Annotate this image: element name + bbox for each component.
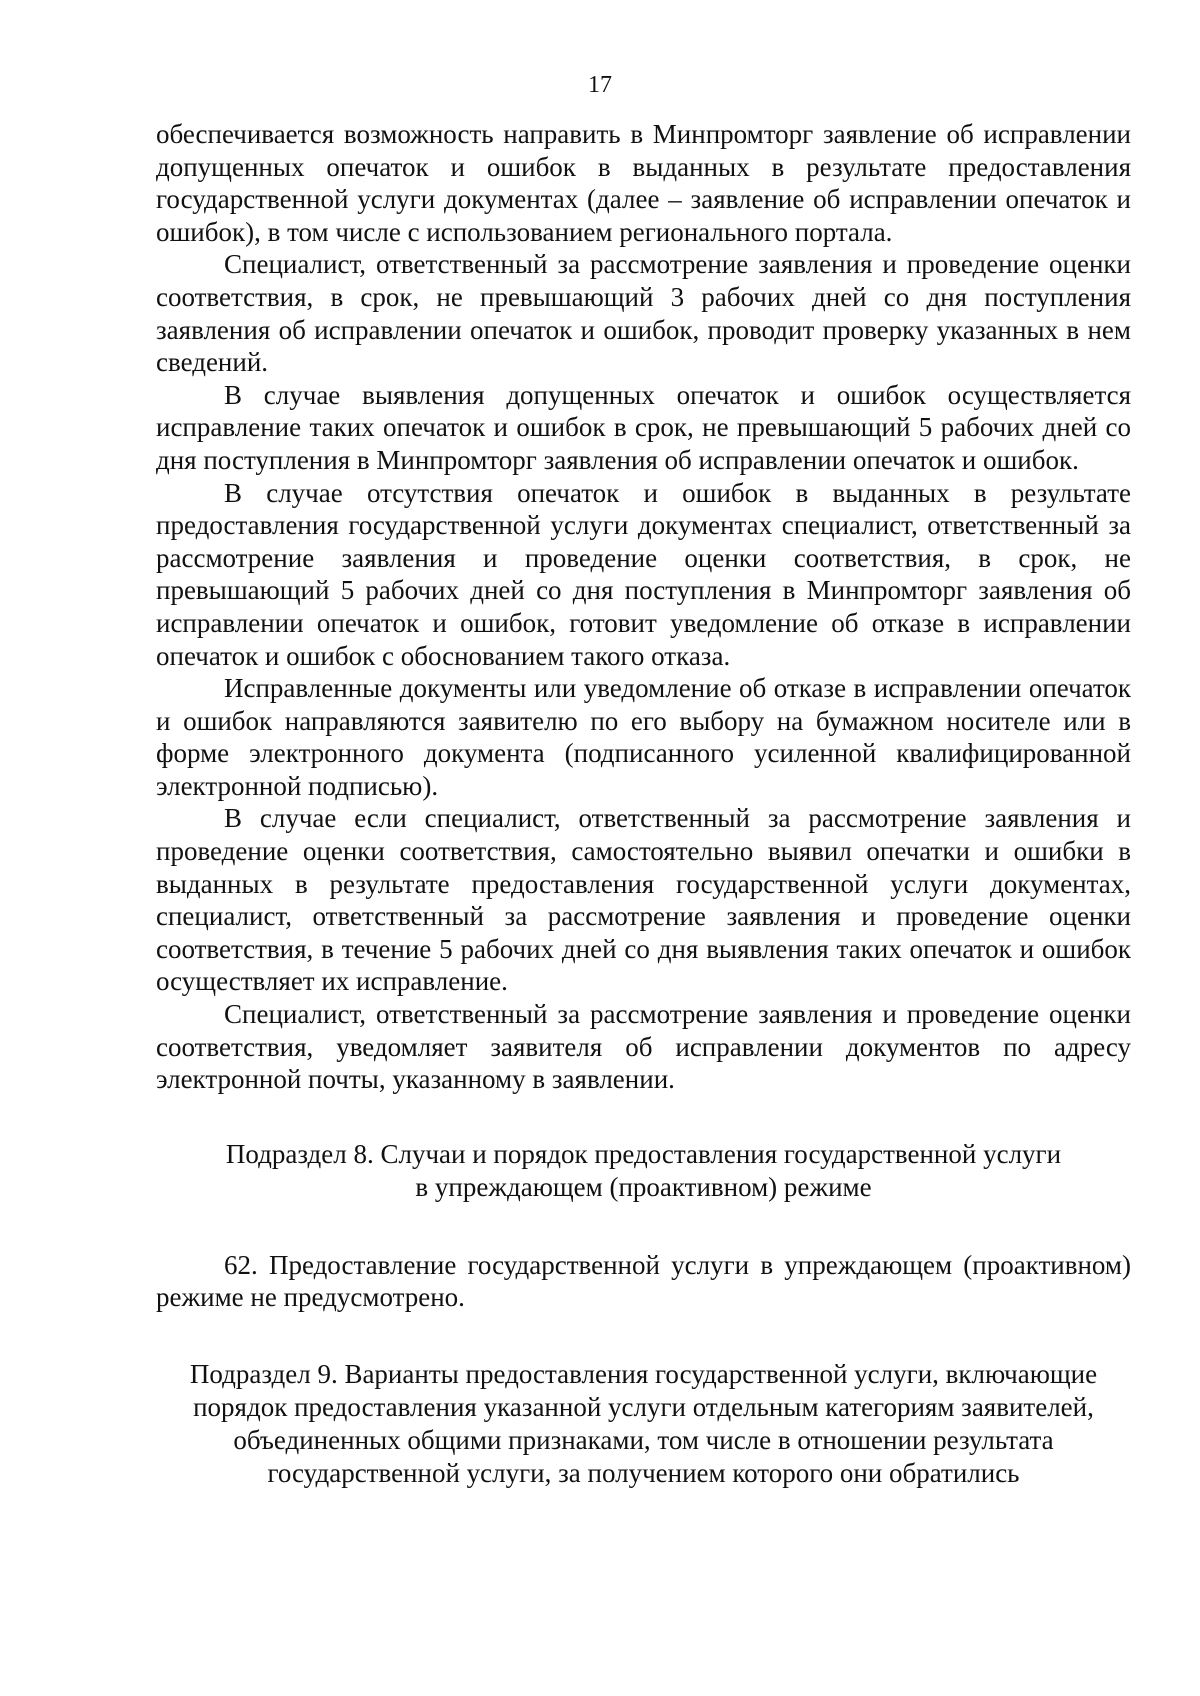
subsection-8-heading-line: Подраздел 8. Случаи и порядок предоставления государственной услуги [225,1138,1062,1169]
subsection-8-heading [156,1138,1131,1204]
page-number: 17 [588,72,612,98]
paragraph-7: Специалист, ответственный за рассмотрение заявления и проведение оценки соответствия, уведомляет заявителя об исправлении документов по адресу электронной почты, указанному в заявлении. [156,999,1131,1095]
subsection-9-heading-line: Подраздел 9. Варианты предоставления государственной услуги, включающие [189,1359,1098,1389]
subsection-8-heading-line: в упреждающем (проактивном) режиме [415,1171,872,1202]
paragraph-6: В случае если специалист, ответственный за рассмотрение заявления и проведение оценки соответствия, самостоятельно выявил опечатки и ошибки в выданных в результате предоставления государственной услуги документах, специалист, ответственный за рассмотрение заявления и проведение оценки соответствия, в течение 5 рабочих дней со дня выявления таких опечаток и ошибок осуществляет их исправление. [156,803,1131,997]
paragraph-1: обеспечивается возможность направить в Минпромторг заявление об исправлении допущенных опечаток и ошибок в выданных в результате предоставления государственной услуги документах (далее – заявление об исправлении опечаток и ошибок), в том числе с использованием регионального портала. [156,119,1131,247]
document-body [156,118,1131,1490]
paragraph-5: Исправленные документы или уведомление об отказе в исправлении опечаток и ошибок направляются заявителю по его выбору на бумажном носителе или в форме электронного документа (подписанного усиленной квалифицированной электронной подписью). [156,673,1131,801]
paragraph-4: В случае отсутствия опечаток и ошибок в выданных в результате предоставления государственной услуги документах специалист, ответственный за рассмотрение заявления и проведение оценки соответствия, в срок, не превышающий 5 рабочих дней со дня поступления в Минпромторг заявления об исправлении опечаток и ошибок, готовит уведомление об отказе в исправлении опечаток и ошибок с обоснованием такого отказа. [156,477,1131,671]
subsection-9-heading-line: объединенных общими признаками, том числе в отношении результата [233,1425,1054,1455]
subsection-9-heading-line: государственной услуги, за получением которого они обратились [267,1458,1020,1488]
subsection-9-heading-line: порядок предоставления указанной услуги отдельным категориям заявителей, [193,1392,1094,1422]
paragraph-62: 62. Предоставление государственной услуги в упреждающем (проактивном) режиме не предусмотрено. [156,1249,1131,1313]
paragraph-3: В случае выявления допущенных опечаток и ошибок осуществляется исправление таких опечаток и ошибок в срок, не превышающий 5 рабочих дней со дня поступления в Минпромторг заявления об исправлении опечаток и ошибок. [156,379,1131,475]
paragraph-2: Специалист, ответственный за рассмотрение заявления и проведение оценки соответствия, в срок, не превышающий 3 рабочих дней со дня поступления заявления об исправлении опечаток и ошибок, проводит проверку указанных в нем сведений. [156,249,1131,378]
subsection-9-heading [156,1358,1131,1490]
